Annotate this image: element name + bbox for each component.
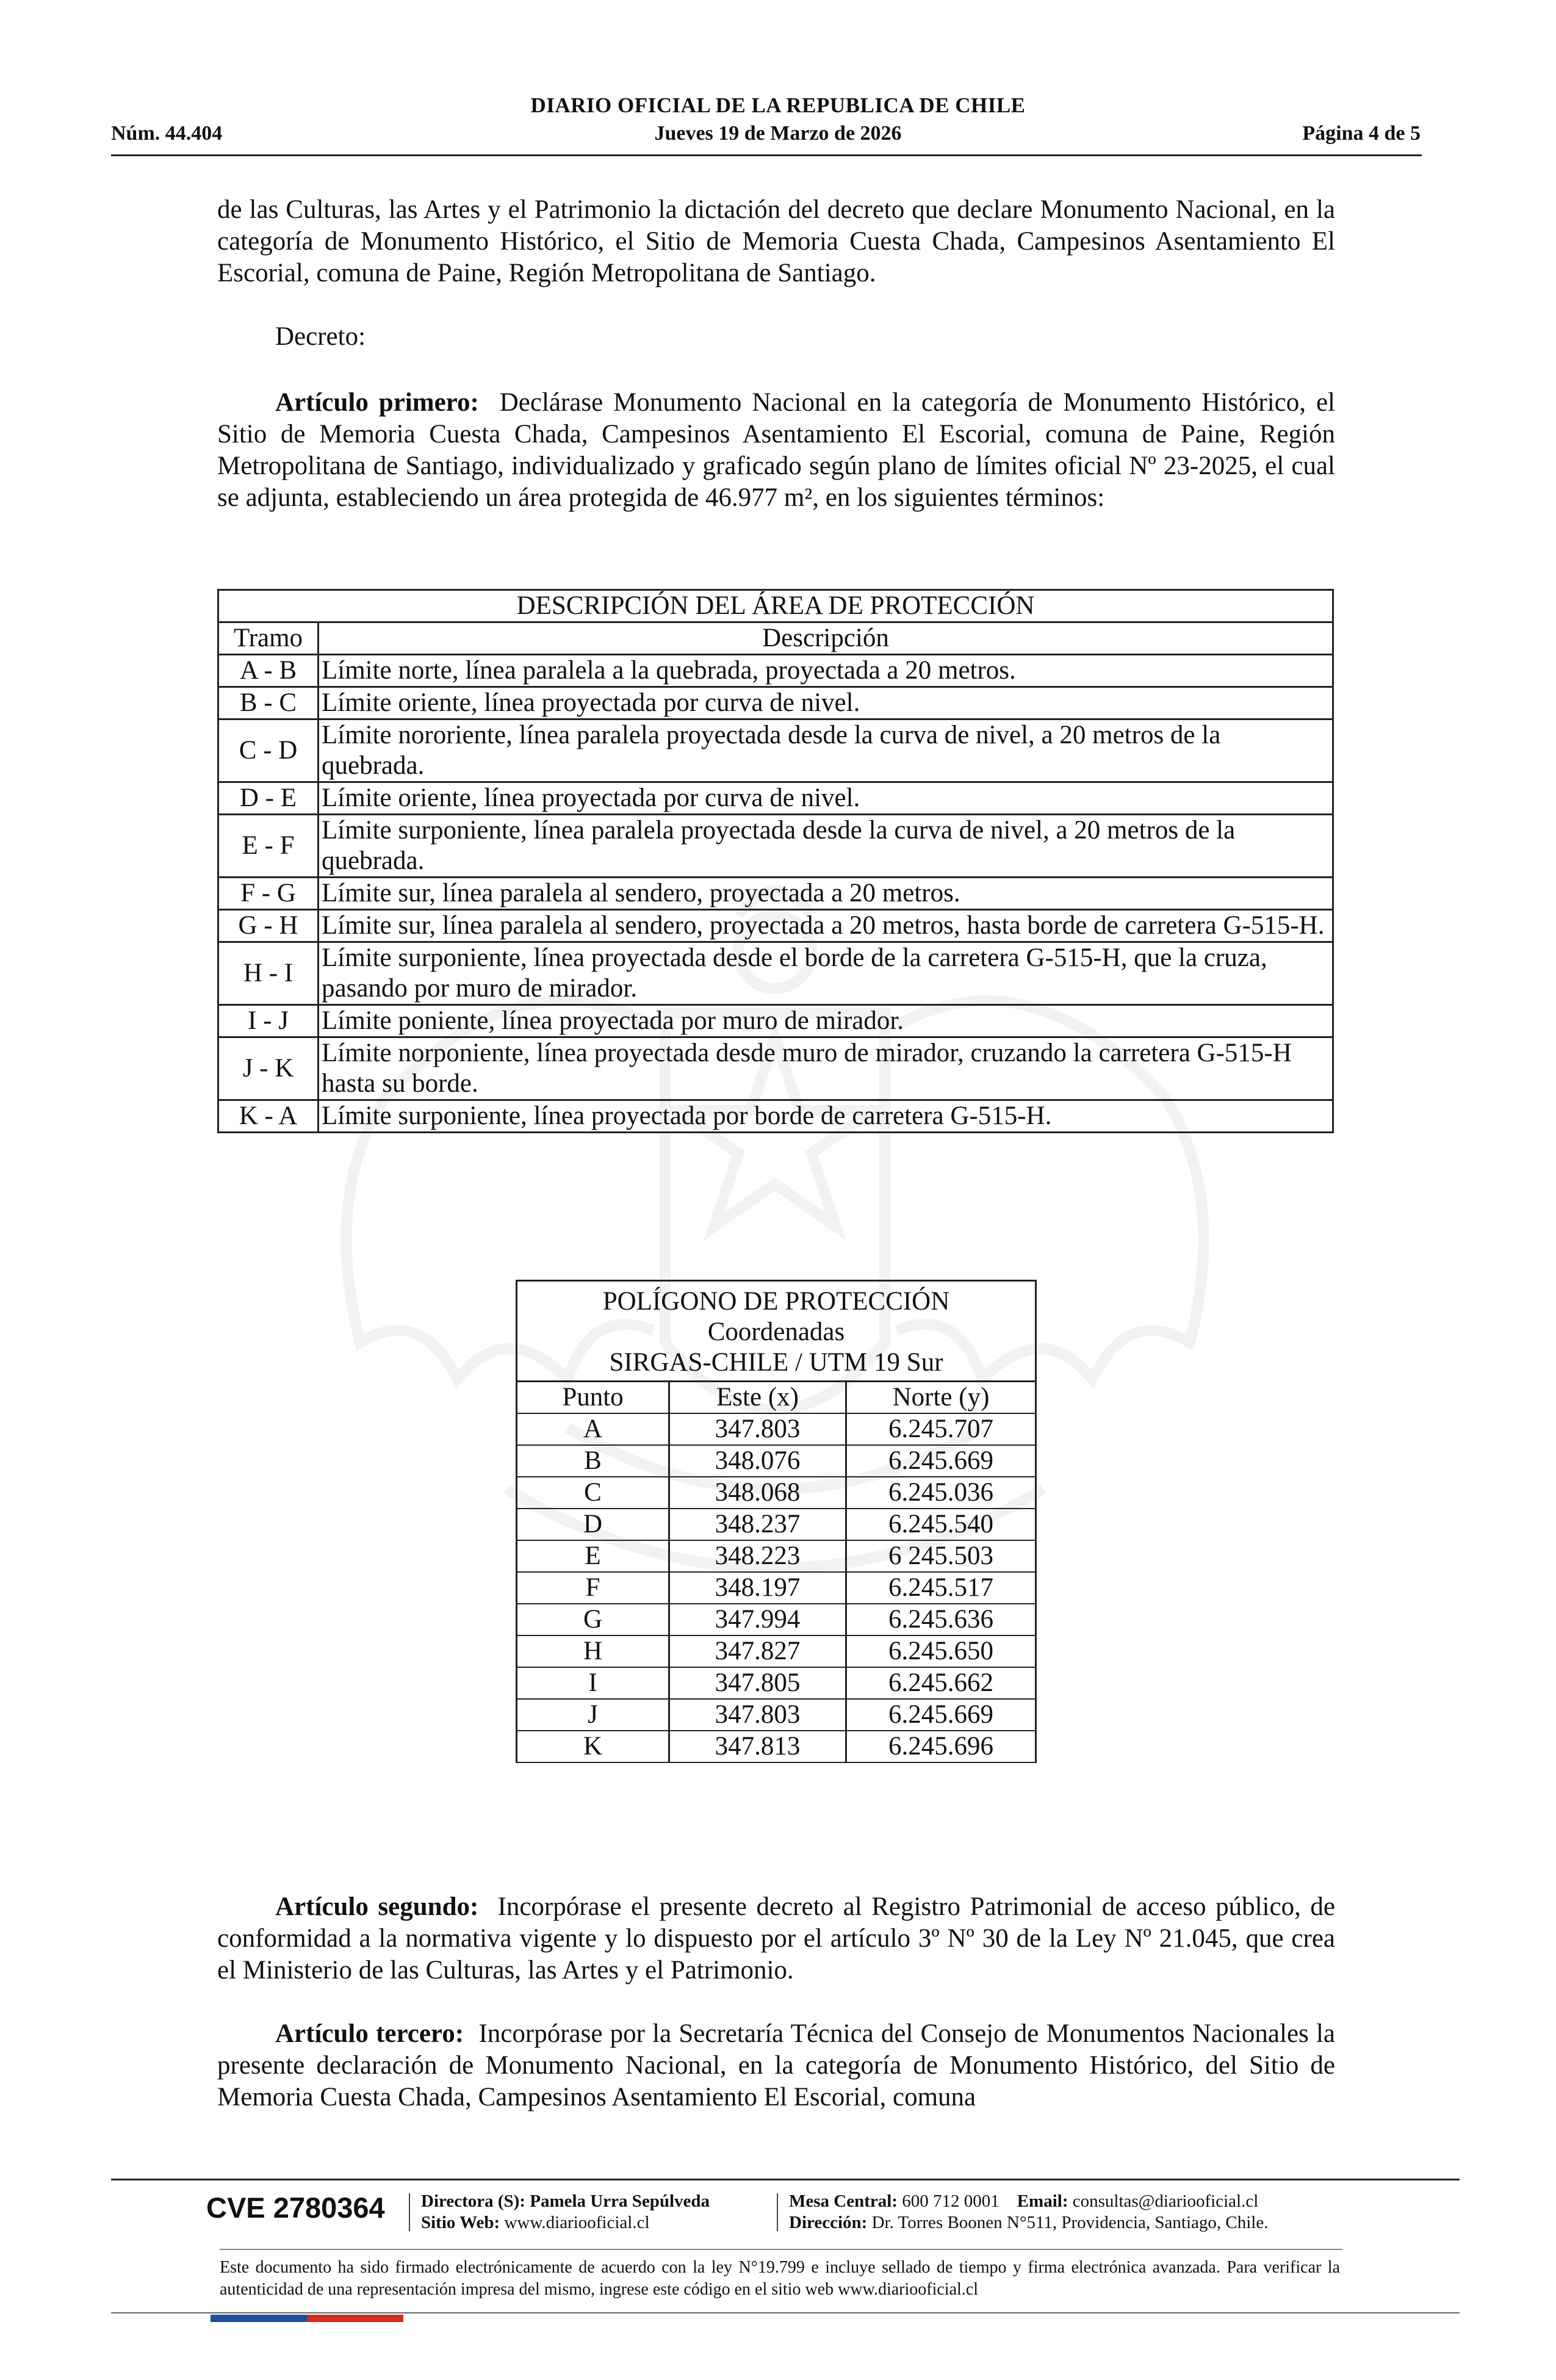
norte-cell: 6.245.696 — [846, 1731, 1036, 1762]
este-cell: 347.813 — [669, 1731, 846, 1762]
website-link[interactable]: www.diariooficial.cl — [504, 2213, 650, 2232]
tramo-cell: K - A — [218, 1100, 319, 1133]
email-link[interactable]: consultas@diariooficial.cl — [1072, 2191, 1259, 2211]
table-row — [218, 687, 1333, 719]
description-cell: Límite norte, línea paralela a la quebrada, proyectada a 20 metros. — [319, 655, 1333, 687]
punto-cell: B — [517, 1445, 669, 1477]
address-label: Dirección: — [789, 2213, 868, 2232]
punto-cell: F — [517, 1572, 669, 1604]
polygon-table-subtitle: Coordenadas — [707, 1318, 845, 1346]
table-row — [517, 1572, 1036, 1604]
polygon-coordinates-table — [516, 1280, 1037, 1763]
director-label: Directora (S): — [421, 2191, 525, 2211]
footer-director-block — [421, 2191, 710, 2234]
table-row — [218, 782, 1333, 815]
este-cell: 347.994 — [669, 1604, 846, 1635]
table-row — [517, 1667, 1036, 1699]
description-cell: Límite poniente, línea proyectada por muro de mirador. — [319, 1005, 1333, 1037]
header-divider — [111, 154, 1422, 156]
address-value: Dr. Torres Boonen N°511, Providencia, Santiago, Chile. — [871, 2213, 1269, 2232]
tramo-cell: G - H — [218, 910, 319, 942]
mesa-label: Mesa Central: — [789, 2191, 898, 2211]
area-table-title: DESCRIPCIÓN DEL ÁREA DE PROTECCIÓN — [218, 590, 1333, 622]
address-line — [789, 2212, 1268, 2234]
description-cell: Límite nororiente, línea paralela proyectada desde la curva de nivel, a 20 metros de la quebrada. — [319, 719, 1333, 782]
norte-cell: 6.245.662 — [846, 1667, 1036, 1699]
este-cell: 348.197 — [669, 1572, 846, 1604]
table-row — [517, 1445, 1036, 1477]
footer-divider — [111, 2179, 1460, 2180]
tramo-cell: C - D — [218, 719, 319, 782]
norte-cell: 6 245.503 — [846, 1540, 1036, 1572]
table-row — [517, 1540, 1036, 1572]
este-cell: 348.068 — [669, 1477, 846, 1509]
polygon-table-caption — [517, 1281, 1036, 1382]
table-row — [517, 1699, 1036, 1731]
column-header-descripcion: Descripción — [319, 622, 1333, 655]
website-line — [421, 2212, 710, 2234]
email-label: Email: — [1017, 2191, 1068, 2211]
director-line — [421, 2191, 710, 2212]
description-cell: Límite surponiente, línea proyectada desde el borde de la carretera G-515-H, que la cruza, pasando por muro de mirador. — [319, 942, 1333, 1005]
intro-paragraph: de las Culturas, las Artes y el Patrimonio la dictación del decreto que declare Monumento Nacional, en la categoría de Monumento Histórico, el Sitio de Memoria Cuesta Chada, Campesinos Asentamiento El Escorial, comuna de Paine, Región Metropolitana de Santiago. — [217, 195, 1335, 287]
description-cell: Límite norponiente, línea proyectada desde muro de mirador, cruzando la carretera G-515-H hasta su borde. — [319, 1037, 1333, 1100]
article-2-text: Incorpórase el presente decreto al Registro Patrimonial de acceso público, de conformidad a la normativa vigente y lo dispuesto por el artículo 3º Nº 30 de la Ley Nº 21.045, que crea el Ministerio de las Culturas, las Artes y el Patrimonio. — [217, 1892, 1336, 1985]
page-indicator: Página 4 de 5 — [1302, 122, 1421, 145]
footer-thin-divider — [220, 2249, 1342, 2250]
description-cell: Límite surponiente, línea proyectada por borde de carretera G-515-H. — [319, 1100, 1333, 1133]
punto-cell: G — [517, 1604, 669, 1635]
decreto-label: Decreto: — [275, 322, 366, 351]
table-row — [218, 655, 1333, 687]
description-cell: Límite sur, línea paralela al sendero, proyectada a 20 metros. — [319, 878, 1333, 910]
table-row — [218, 719, 1333, 782]
flag-stripe-red — [307, 2315, 403, 2322]
table-row — [517, 1413, 1036, 1445]
tramo-cell: E - F — [218, 815, 319, 878]
este-cell: 347.803 — [669, 1699, 846, 1731]
este-cell: 347.803 — [669, 1413, 846, 1445]
polygon-table-datum: SIRGAS-CHILE / UTM 19 Sur — [609, 1348, 943, 1377]
contact-line — [789, 2191, 1268, 2212]
este-cell: 347.805 — [669, 1667, 846, 1699]
norte-cell: 6.245.669 — [846, 1445, 1036, 1477]
punto-cell: H — [517, 1635, 669, 1667]
footer-bottom-divider — [111, 2312, 1460, 2313]
article-3 — [217, 2018, 1335, 2113]
column-header-punto: Punto — [517, 1382, 669, 1414]
flag-stripe-blue — [211, 2315, 307, 2322]
punto-cell: E — [517, 1540, 669, 1572]
este-cell: 348.223 — [669, 1540, 846, 1572]
tramo-cell: D - E — [218, 782, 319, 815]
table-row — [218, 1037, 1333, 1100]
description-cell: Límite sur, línea paralela al sendero, proyectada a 20 metros, hasta borde de carretera G-515-H. — [319, 910, 1333, 942]
punto-cell: J — [517, 1699, 669, 1731]
description-cell: Límite oriente, línea proyectada por curva de nivel. — [319, 782, 1333, 815]
article-3-text: Incorpórase por la Secretaría Técnica del Consejo de Monumentos Nacionales la presente declaración de Monumento Nacional, en la categoría de Monumento Histórico, del Sitio de Memoria Cuesta Chada, Campesinos Asentamiento El Escorial, comuna — [217, 2019, 1335, 2111]
website-label: Sitio Web: — [421, 2213, 500, 2232]
polygon-table-title: POLÍGONO DE PROTECCIÓN — [602, 1287, 950, 1316]
issue-date: Jueves 19 de Marzo de 2026 — [654, 122, 902, 145]
este-cell: 348.237 — [669, 1509, 846, 1540]
footer-separator — [409, 2193, 410, 2231]
tramo-cell: I - J — [218, 1005, 319, 1037]
table-row — [517, 1604, 1036, 1635]
footer-separator — [777, 2193, 778, 2231]
table-row — [517, 1509, 1036, 1540]
tramo-cell: F - G — [218, 878, 319, 910]
este-cell: 347.827 — [669, 1635, 846, 1667]
norte-cell: 6.245.517 — [846, 1572, 1036, 1604]
cve-code: CVE 2780364 — [206, 2191, 385, 2224]
table-row — [517, 1635, 1036, 1667]
norte-cell: 6.245.036 — [846, 1477, 1036, 1509]
area-protection-table — [217, 589, 1334, 1133]
article-3-heading: Artículo tercero: — [275, 2019, 464, 2048]
column-header-tramo: Tramo — [218, 622, 319, 655]
norte-cell: 6.245.540 — [846, 1509, 1036, 1540]
norte-cell: 6.245.650 — [846, 1635, 1036, 1667]
description-cell: Límite oriente, línea proyectada por curva de nivel. — [319, 687, 1333, 719]
punto-cell: D — [517, 1509, 669, 1540]
norte-cell: 6.245.669 — [846, 1699, 1036, 1731]
article-2 — [217, 1891, 1335, 1986]
table-row — [517, 1477, 1036, 1509]
punto-cell: A — [517, 1413, 669, 1445]
footer-contact-block — [789, 2191, 1268, 2234]
tramo-cell: J - K — [218, 1037, 319, 1100]
article-1 — [217, 387, 1335, 514]
punto-cell: C — [517, 1477, 669, 1509]
tramo-cell: H - I — [218, 942, 319, 1005]
norte-cell: 6.245.707 — [846, 1413, 1036, 1445]
mesa-phone: 600 712 0001 — [902, 2191, 1000, 2211]
este-cell: 348.076 — [669, 1445, 846, 1477]
description-cell: Límite surponiente, línea paralela proyectada desde la curva de nivel, a 20 metros de la quebrada. — [319, 815, 1333, 878]
column-header-este: Este (x) — [669, 1382, 846, 1414]
norte-cell: 6.245.636 — [846, 1604, 1036, 1635]
table-row — [218, 1100, 1333, 1133]
director-name: Pamela Urra Sepúlveda — [530, 2191, 710, 2211]
signature-note: Este documento ha sido firmado electrónicamente de acuerdo con la ley N°19.799 e incluye sellado de tiempo y firma electrónica avanzada. Para verificar la autenticidad de una representación impresa del mismo, ingrese este código en el sitio web www.diariooficial.cl — [220, 2258, 1340, 2299]
punto-cell: K — [517, 1731, 669, 1762]
article-2-heading: Artículo segundo: — [275, 1892, 479, 1921]
punto-cell: I — [517, 1667, 669, 1699]
tramo-cell: A - B — [218, 655, 319, 687]
newspaper-title: DIARIO OFICIAL DE LA REPUBLICA DE CHILE — [530, 93, 1026, 117]
table-row — [218, 815, 1333, 878]
table-row — [218, 878, 1333, 910]
tramo-cell: B - C — [218, 687, 319, 719]
table-row — [218, 910, 1333, 942]
column-header-norte: Norte (y) — [846, 1382, 1036, 1414]
issue-number: Núm. 44.404 — [111, 122, 223, 145]
table-row — [218, 942, 1333, 1005]
table-row — [517, 1731, 1036, 1762]
article-1-text: Declárase Monumento Nacional en la categoría de Monumento Histórico, el Sitio de Memoria Cuesta Chada, Campesinos Asentamiento El Escorial, comuna de Paine, Región Metropolitana de Santiago, individualizado y graficado según plano de límites oficial Nº 23-2025, el cual se adjunta, estableciendo un área protegida de 46.977 m², en los siguientes términos: — [217, 388, 1336, 512]
table-row — [218, 1005, 1333, 1037]
article-1-heading: Artículo primero: — [275, 388, 479, 417]
